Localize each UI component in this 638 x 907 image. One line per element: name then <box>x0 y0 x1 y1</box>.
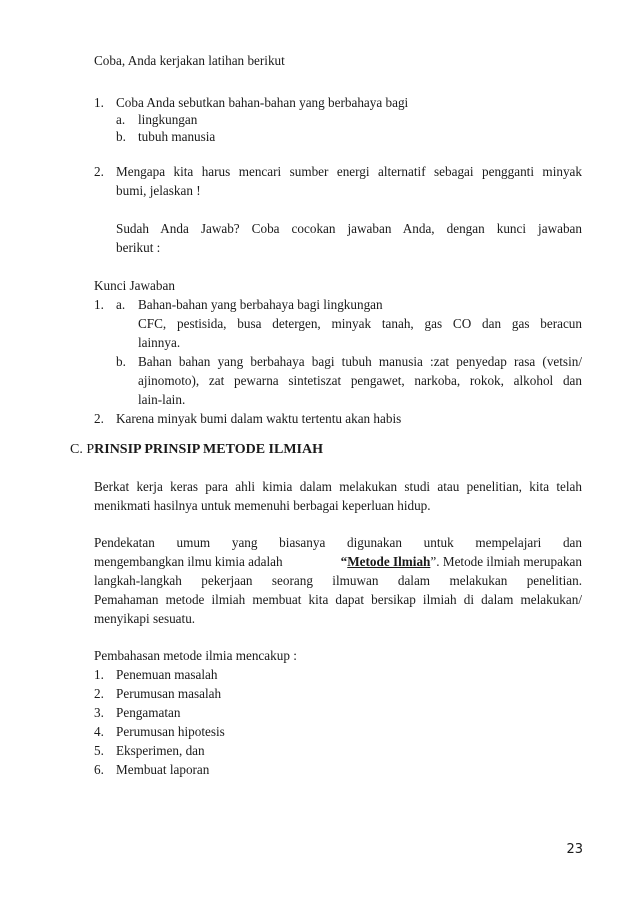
para2-line-2-post: ”. Metode ilmiah merupakan <box>430 554 582 569</box>
scope-item-number: 6. <box>94 762 104 777</box>
metode-ilmiah-term: Metode Ilmiah <box>347 554 431 569</box>
q1-a-label: a. <box>116 112 126 127</box>
key-1b-label: b. <box>116 354 126 369</box>
scope-item-text: Perumusan masalah <box>116 686 222 701</box>
scope-item-number: 5. <box>94 743 104 758</box>
scope-item-number: 1. <box>94 667 104 682</box>
key-1b-line-3: lain-lain. <box>138 392 186 407</box>
key-1-number: 1. <box>94 297 104 312</box>
key-1b-line-2: ajinomoto), zat pewarna sintetiszat pengawet, narkoba, rokok, alkohol dan <box>138 373 582 388</box>
check-line-1: Sudah Anda Jawab? Coba cocokan jawaban Anda, dengan kunci jawaban <box>116 221 582 236</box>
metode-ilmiah-quote-open: “ <box>340 554 348 569</box>
key-1a-label: a. <box>116 297 126 312</box>
scope-title: Pembahasan metode ilmia mencakup : <box>94 648 297 663</box>
para1-line-1: Berkat kerja keras para ahli kimia dalam melakukan studi atau penelitian, kita telah <box>94 479 582 494</box>
section-letter: C. <box>70 442 83 457</box>
page-number: 23 <box>566 842 583 857</box>
scope-item-text: Eksperimen, dan <box>116 743 205 758</box>
key-1a-line-2: lainnya. <box>138 335 181 350</box>
key-2-number: 2. <box>94 411 104 426</box>
key-1a-title: Bahan-bahan yang berbahaya bagi lingkungan <box>138 297 383 312</box>
para2-line-2 <box>94 552 582 571</box>
intro-text: Coba, Anda kerjakan latihan berikut <box>94 53 285 68</box>
q1-text: Coba Anda sebutkan bahan-bahan yang berbahaya bagi <box>116 95 409 110</box>
scope-item-number: 3. <box>94 705 104 720</box>
section-heading <box>70 440 323 459</box>
q2-line-2: bumi, jelaskan ! <box>116 183 201 198</box>
scope-item-text: Penemuan masalah <box>116 667 218 682</box>
para2-line-1: Pendekatan umum yang biasanya digunakan untuk mempelajari dan <box>94 535 582 550</box>
scope-item-text: Perumusan hipotesis <box>116 724 225 739</box>
scope-item-number: 2. <box>94 686 104 701</box>
para1-line-2: menikmati hasilnya untuk memenuhi berbagai keperluan hidup. <box>94 498 431 513</box>
key-1b-line-1: Bahan bahan yang berbahaya bagi tubuh manusia :zat penyedap rasa (vetsin/ <box>138 354 582 369</box>
para2-line-2-pre: mengembangkan ilmu kimia adalah <box>94 554 283 569</box>
para2-line-3: langkah-langkah pekerjaan seorang ilmuwan dalam melakukan penelitian. <box>94 573 582 588</box>
q1-b-label: b. <box>116 129 126 144</box>
section-title: RINSIP PRINSIP METODE ILMIAH <box>94 442 323 457</box>
scope-item-number: 4. <box>94 724 104 739</box>
q2-number: 2. <box>94 164 104 179</box>
q1-number: 1. <box>94 95 104 110</box>
scope-item-text: Pengamatan <box>116 705 181 720</box>
para2-line-5: menyikapi sesuatu. <box>94 611 196 626</box>
key-2-text: Karena minyak bumi dalam waktu tertentu akan habis <box>116 411 402 426</box>
answer-key-title: Kunci Jawaban <box>94 278 175 293</box>
key-1a-line-1: CFC, pestisida, busa detergen, minyak tanah, gas CO dan gas beracun <box>138 316 582 331</box>
q1-b-text: tubuh manusia <box>138 129 216 144</box>
q2-line-1: Mengapa kita harus mencari sumber energi alternatif sebagai pengganti minyak <box>116 164 582 179</box>
para2-line-4: Pemahaman metode ilmiah membuat kita dapat bersikap ilmiah di dalam melakukan/ <box>94 592 582 607</box>
check-line-2: berikut : <box>116 240 161 255</box>
scope-item-text: Membuat laporan <box>116 762 210 777</box>
q1-a-text: lingkungan <box>138 112 198 127</box>
section-title-first-char: P <box>86 442 95 457</box>
